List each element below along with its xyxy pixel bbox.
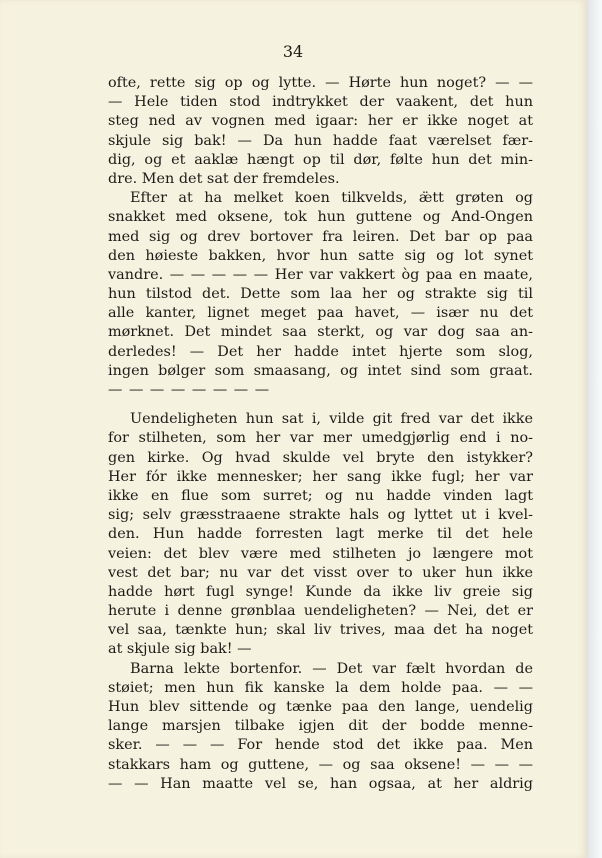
text-line: vest det bar; nu var det visst over to uker hun ikke [108, 564, 533, 581]
text-line: sker. — — — For hende stod det ikke paa. Men [108, 737, 533, 754]
text-line: Barna lekte bortenfor. — Det var fælt hvordan de [130, 660, 533, 677]
text-line: sig; selv græsstraaene strakte hals og lyttet ut i kvel- [108, 507, 533, 524]
text-line: hadde hørt fugl synge! Kunde da ikke liv greie sig [108, 583, 533, 600]
text-line: gen kirke. Og hvad skulde vel bryte den istykker? [108, 449, 533, 466]
text-line: stakkars ham og guttene, — og saa oksene! — — — [108, 756, 533, 773]
text-line: den høieste bakken, hvor hun satte sig og lot synet [108, 247, 533, 264]
text-line: skjule sig bak! — Da hun hadde faat værelset fær- [108, 132, 533, 149]
text-line: Her fór ikke mennesker; her sang ikke fugl; her var [108, 468, 533, 485]
text-line: mørknet. Det mindet saa sterkt, og var dog saa an- [108, 324, 533, 341]
text-line: ikke en flue som surret; og nu hadde vinden lagt [108, 487, 533, 504]
text-line: lange marsjen tilbake igjen dit der bodde menne- [108, 718, 533, 735]
text-line: ofte, rette sig op og lytte. — Hørte hun noget? — — [108, 75, 533, 91]
dash-separator: — — — — — — — — [108, 382, 271, 398]
text-line: Hun blev sittende og tænke paa den lange, uendelig [108, 699, 533, 715]
text-line: alle kanter, lignet meget paa havet, — især nu det [108, 305, 533, 322]
text-line: Efter at ha melket koen tilkvelds, æ̈tt grøten og [130, 190, 533, 207]
text-line: vandre. — — — — — Her var vakkert òg paa en maate, [108, 266, 533, 283]
text-line: snakket med oksene, tok hun guttene og And-Ongen [108, 209, 533, 226]
text-line: den. Hun hadde forresten lagt merke til det hele [108, 526, 533, 543]
page-number: 34 [282, 42, 304, 61]
text-line: dre. Men det sat der fremdeles. [108, 170, 340, 187]
text-line: med sig og drev bortover fra leiren. Det bar op paa [108, 228, 533, 245]
page-edge [586, 0, 602, 858]
text-line: dig, og et aaklæ hængt op til dør, følte hun det min- [108, 151, 533, 168]
body-text [108, 74, 533, 794]
text-line: — Hele tiden stod indtrykket der vaakent, det hun [108, 94, 533, 111]
text-line: støiet; men hun fik kanske la dem holde paa. — — [108, 679, 533, 696]
text-line: ingen bølger som smaasang, og intet sind som graat. [108, 362, 533, 379]
text-line: veien: det blev være med stilheten jo længere mot [108, 545, 533, 562]
text-line: derledes! — Det her hadde intet hjerte som slog, [108, 343, 533, 360]
text-line: herute i denne grønblaa uendeligheten? — Nei, det er [108, 603, 533, 620]
text-line: Uendeligheten hun sat i, vilde git fred var det ikke [130, 411, 533, 428]
text-line: — — Han maatte vel se, han ogsaa, at her aldrig [108, 775, 533, 792]
text-line: at skjule sig bak! — [108, 641, 252, 658]
text-line: vel saa, tænkte hun; skal liv trives, maa det ha noget [108, 622, 533, 639]
text-line: steg ned av vognen med igaar: her er ikke noget at [108, 113, 533, 130]
text-line: for stilheten, som her var mer umedgjørlig end i no- [108, 430, 533, 447]
text-line: hun tilstod det. Dette som laa her og strakte sig til [108, 286, 533, 303]
